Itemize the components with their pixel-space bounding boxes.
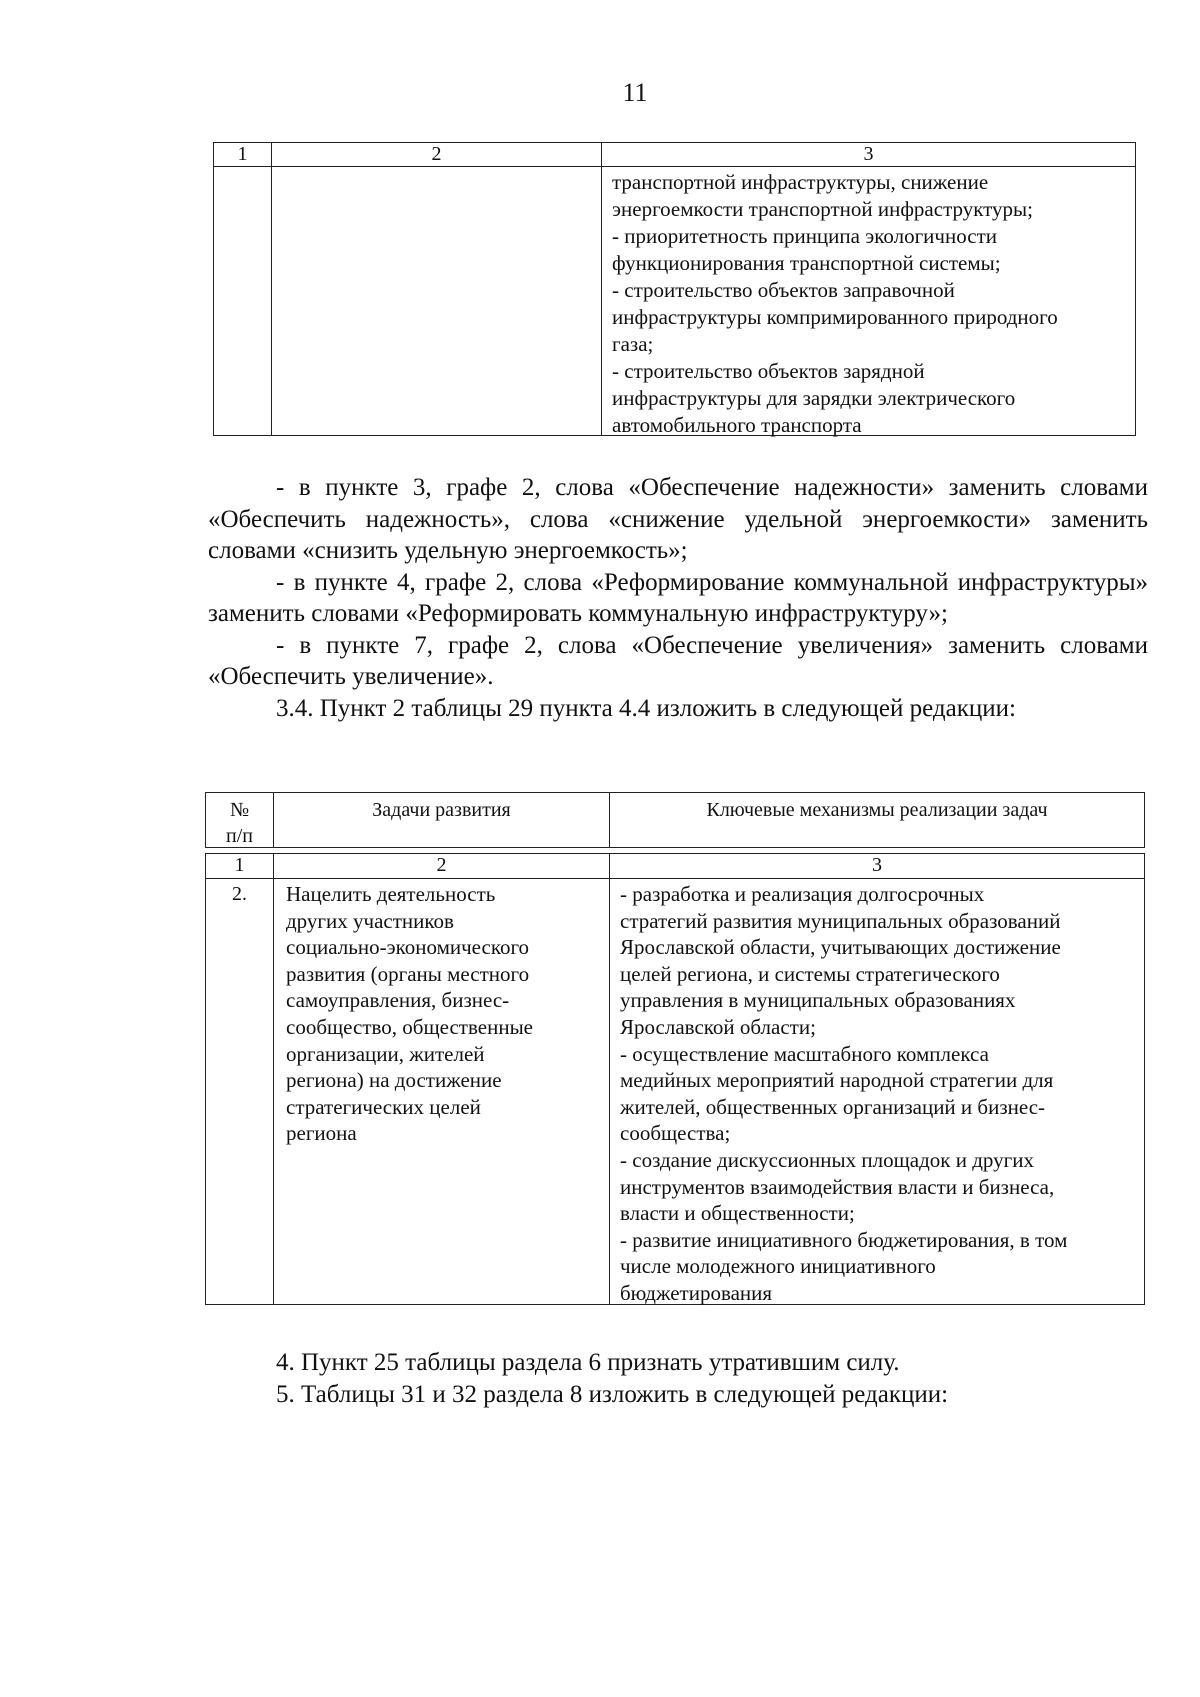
cell-line: транспортной инфраструктуры, снижение [612, 170, 989, 194]
cell-line: инфраструктуры для зарядки электрического [612, 386, 1016, 410]
cell-line: инфраструктуры компримированного природного [612, 305, 1058, 329]
paragraph-4: 4. Пункт 25 таблицы раздела 6 признать утратившим силу. [276, 1349, 900, 1376]
task-line: других участников [286, 908, 454, 933]
header-number-symbol: № [229, 799, 250, 821]
closing-paragraphs [208, 1347, 1148, 1410]
task-cell [274, 879, 610, 1304]
table-header-row [205, 792, 1145, 848]
paragraph-item-3: - в пункте 3, графе 2, слова «Обеспечение надежности» заменить словами «Обеспечить надежность», слова «снижение удельной энергоемкости» заменить словами «снизить удельную энергоемкость»; [208, 474, 1148, 564]
header-number [206, 793, 274, 847]
table-header-row [214, 143, 1135, 167]
task-line: сообщество, общественные [286, 1014, 534, 1039]
cell-line: функционирования транспортной системы; [612, 251, 1001, 275]
header-col-3: 3 [863, 143, 874, 165]
cell-line: - строительство объектов зарядной [612, 359, 925, 383]
column-number-2: 2 [274, 854, 610, 878]
cell-line: - приоритетность принципа экологичности [612, 224, 997, 248]
cell-col-3 [602, 167, 1135, 435]
cell-line: - строительство объектов заправочной [612, 278, 955, 302]
mechanism-line: - осуществление масштабного комплекса [620, 1041, 989, 1066]
mechanism-line: власти и общественности; [620, 1201, 855, 1226]
header-col-2: 2 [272, 143, 602, 166]
paragraph-3-4: 3.4. Пункт 2 таблицы 29 пункта 4.4 изложить в следующей редакции: [276, 694, 1016, 722]
continuation-table [213, 142, 1136, 436]
mechanism-line: бюджетирования [620, 1280, 773, 1305]
mechanism-line: числе молодежного инициативного [620, 1254, 936, 1279]
task-line: развития (органы местного [286, 961, 530, 986]
task-line: Нацелить деятельность [286, 882, 496, 906]
header-number-label: п/п [226, 825, 253, 847]
mechanism-cell [610, 879, 1144, 1304]
header-col-1: 1 [214, 143, 272, 166]
mechanism-line: - разработка и реализация долгосрочных [620, 882, 985, 906]
mechanism-line: целей региона, и системы стратегического [620, 961, 1000, 986]
task-line: региона) на достижение [286, 1068, 502, 1093]
cell-line: автомобильного транспорта [612, 413, 862, 437]
task-line: организации, жителей [286, 1041, 485, 1066]
row-number: 2. [206, 879, 274, 1304]
paragraph-5: 5. Таблицы 31 и 32 раздела 8 изложить в следующей редакции: [276, 1380, 949, 1408]
task-line: самоуправления, бизнес- [286, 988, 510, 1013]
cell-col-2 [272, 167, 602, 435]
paragraph-item-4: - в пункте 4, графе 2, слова «Реформирование коммунальной инфраструктуры» заменить словами «Реформировать коммунальную инфраструктуру»; [208, 568, 1148, 627]
mechanism-line: инструментов взаимодействия власти и бизнеса, [620, 1174, 1055, 1199]
mechanism-line: стратегий развития муниципальных образований [620, 908, 1061, 933]
mechanism-line: - развитие инициативного бюджетирования, в том [620, 1227, 1068, 1252]
paragraph-item-7: - в пункте 7, графе 2, слова «Обеспечение увеличения» заменить словами «Обеспечить увеличение». [208, 631, 1148, 690]
task-line: региона [286, 1121, 357, 1146]
cell-line: газа; [612, 332, 654, 356]
tasks-table [205, 792, 1145, 1305]
mechanism-line: - создание дискуссионных площадок и других [620, 1147, 1034, 1172]
table-row [205, 879, 1145, 1305]
mechanism-line: управления в муниципальных образованиях [620, 988, 1016, 1013]
mechanism-line: Ярославской области, учитывающих достижение [620, 935, 1061, 960]
header-tasks: Задачи развития [274, 793, 610, 847]
table-row [214, 167, 1135, 435]
column-number-1: 1 [206, 854, 274, 878]
mechanism-line: Ярославской области; [620, 1014, 816, 1039]
amendment-paragraphs [208, 472, 1148, 724]
page-number: 11 [622, 78, 648, 107]
mechanism-line: жителей, общественных организаций и бизнес- [620, 1094, 1046, 1119]
column-number-3: 3 [872, 854, 882, 876]
task-line: стратегических целей [286, 1094, 481, 1119]
cell-col-1 [214, 167, 272, 435]
task-line: социально-экономического [286, 935, 530, 960]
mechanism-line: сообщества; [620, 1121, 731, 1146]
column-numbers-row [205, 853, 1145, 879]
header-mechanisms: Ключевые механизмы реализации задач [706, 799, 1048, 821]
mechanism-line: медийных мероприятий народной стратегии для [620, 1068, 1054, 1093]
cell-line: энергоемкости транспортной инфраструктуры; [612, 197, 1034, 221]
